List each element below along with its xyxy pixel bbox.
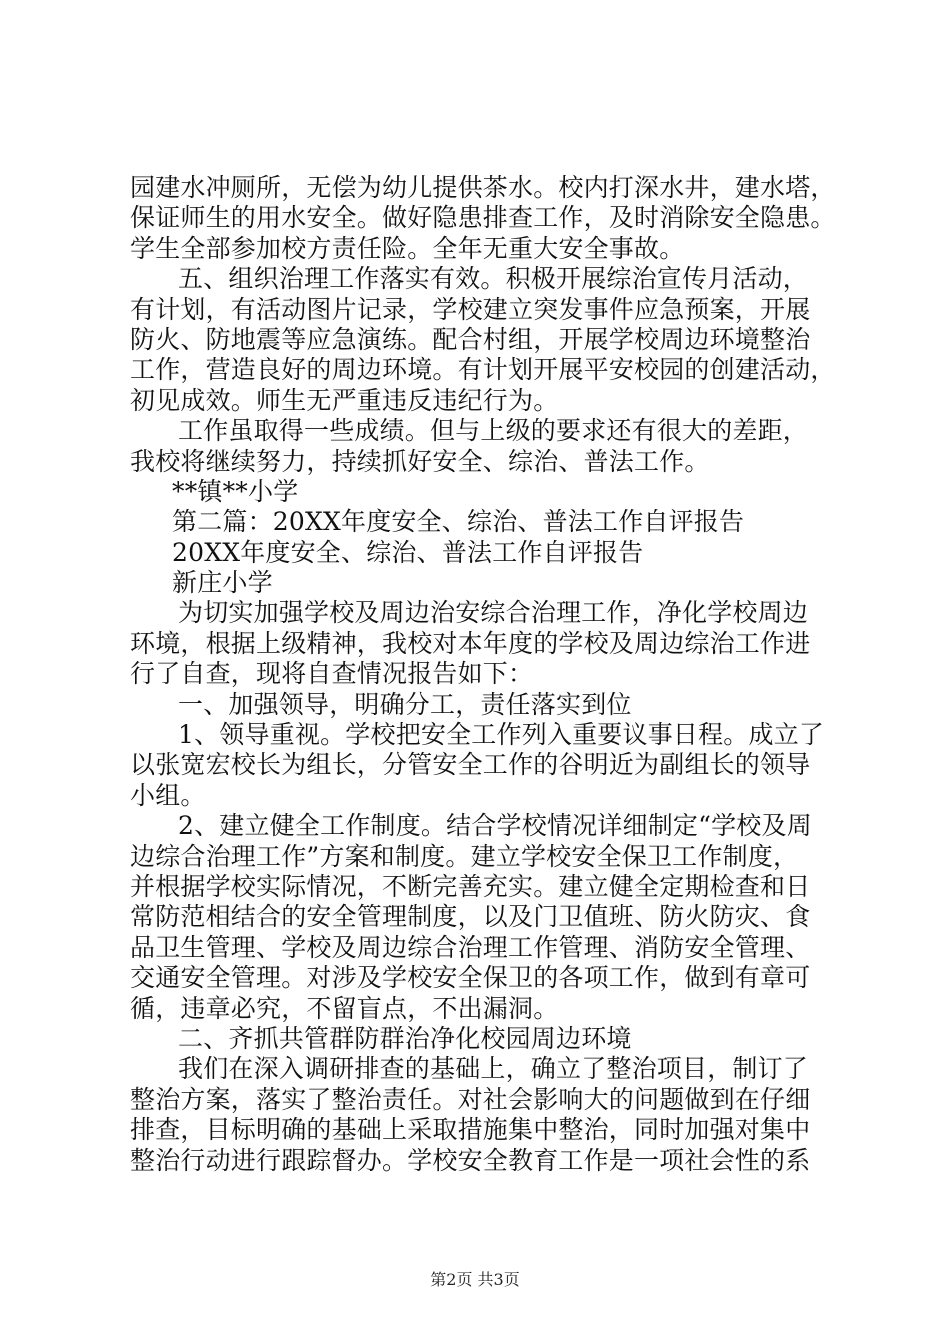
- text-line: 工作，营造良好的周边环境。有计划开展平安校园的创建活动，: [130, 355, 836, 385]
- text-line: 循，违章必究，不留盲点，不出漏洞。: [130, 993, 559, 1023]
- section-heading: 一、加强领导，明确分工，责任落实到位: [178, 689, 632, 719]
- text-line: 并根据学校实际情况，不断完善充实。建立健全定期检查和日: [130, 871, 811, 901]
- text-line: 我校将继续努力，持续抓好安全、综治、普法工作。: [130, 446, 710, 476]
- text-line: 2、建立健全工作制度。结合学校情况详细制定“学校及周: [178, 811, 812, 841]
- text-line: 保证师生的用水安全。做好隐患排查工作，及时消除安全隐患。: [130, 203, 836, 233]
- text-line: 1、领导重视。学校把安全工作列入重要议事日程。成立了: [178, 720, 825, 750]
- text-line: 学生全部参加校方责任险。全年无重大安全事故。: [130, 233, 685, 263]
- text-line: 小组。: [130, 780, 206, 810]
- school-name: 新庄小学: [172, 568, 273, 598]
- text-line: 园建水冲厕所，无偿为幼儿提供茶水。校内打深水井，建水塔，: [130, 173, 836, 202]
- document-body: [130, 173, 840, 1176]
- section-heading: 二、齐抓共管群防群治净化校园周边环境: [178, 1023, 632, 1053]
- text-line: 为切实加强学校及周边治安综合治理工作，净化学校周边: [178, 598, 809, 628]
- text-line: 工作虽取得一些成绩。但与上级的要求还有很大的差距，: [178, 416, 809, 446]
- text-line: 环境，根据上级精神，我校对本年度的学校及周边综治工作进: [130, 628, 811, 658]
- text-line: 防火、防地震等应急演练。配合村组，开展学校周边环境整治: [130, 324, 811, 354]
- text-line: 五、组织治理工作落实有效。积极开展综治宣传月活动，: [178, 264, 809, 294]
- signature-line: **镇**小学: [172, 476, 299, 506]
- text-line: 以张宽宏校长为组长，分管安全工作的谷明近为副组长的领导: [130, 750, 811, 780]
- text-line: 我们在深入调研排查的基础上，确立了整治项目，制订了: [178, 1054, 809, 1084]
- text-line: 整治行动进行跟踪督办。学校安全教育工作是一项社会性的系: [130, 1145, 811, 1175]
- text-line: 交通安全管理。对涉及学校安全保卫的各项工作，做到有章可: [130, 963, 811, 993]
- section-heading: 第二篇：20XX年度安全、综治、普法工作自评报告: [172, 507, 745, 537]
- text-line: 初见成效。师生无严重违反违纪行为。: [130, 385, 559, 415]
- text-line: 有计划，有活动图片记录，学校建立突发事件应急预案，开展: [130, 294, 811, 324]
- text-line: 行了自查，现将自查情况报告如下：: [130, 659, 534, 689]
- text-line: 常防范相结合的安全管理制度，以及门卫值班、防火防灾、食: [130, 902, 811, 932]
- text-line: 整治方案，落实了整治责任。对社会影响大的问题做到在仔细: [130, 1084, 811, 1114]
- text-line: 边综合治理工作”方案和制度。建立学校安全保卫工作制度，: [130, 841, 799, 871]
- text-line: 排查，目标明确的基础上采取措施集中整治，同时加强对集中: [130, 1115, 811, 1145]
- page-number-footer: 第2页 共3页: [430, 1270, 520, 1289]
- report-title: 20XX年度安全、综治、普法工作自评报告: [172, 537, 644, 567]
- text-line: 品卫生管理、学校及周边综合治理工作管理、消防安全管理、: [130, 932, 811, 962]
